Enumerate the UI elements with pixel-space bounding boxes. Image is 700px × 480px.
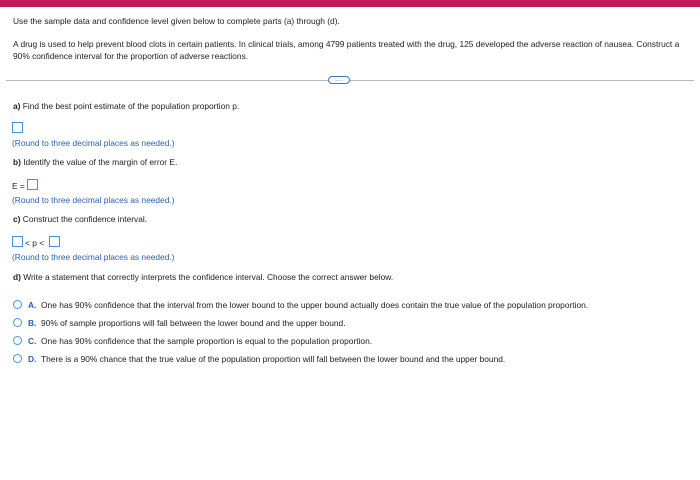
point-estimate-input[interactable]	[12, 122, 23, 133]
part-b-prompt: Identify the value of the margin of error E.	[23, 157, 178, 167]
upper-bound-input[interactable]	[49, 236, 60, 247]
option-d-radio[interactable]	[13, 354, 22, 363]
option-a-text: One has 90% confidence that the interval from the lower bound to the upper bound actually does contain the true value of the population proportion.	[41, 300, 589, 310]
option-c-text: One has 90% confidence that the sample proportion is equal to the population proportion.	[41, 336, 373, 346]
option-d-text: There is a 90% chance that the true value of the population proportion will fall between the lower bound and the upper bound.	[41, 354, 506, 364]
option-d-letter: D.	[28, 354, 37, 364]
option-a-letter: A.	[28, 300, 37, 310]
problem-statement: A drug is used to help prevent blood clots in certain patients. In clinical trials, among 4799 patients treated with the drug, 125 developed the adverse reaction of nausea. Construct a 90% confidence interval for the proportion of adverse reactions.	[13, 39, 680, 61]
part-a-question	[13, 101, 239, 111]
part-a-hint: (Round to three decimal places as needed.)	[12, 138, 175, 148]
part-d-letter: d)	[13, 272, 21, 282]
interval-inequality-label: < p <	[25, 238, 45, 248]
option-d[interactable]	[28, 354, 505, 364]
part-c-hint: (Round to three decimal places as needed.)	[12, 252, 175, 262]
option-b-letter: B.	[28, 318, 37, 328]
part-b-question	[13, 157, 177, 167]
part-c-prompt: Construct the confidence interval.	[22, 214, 148, 224]
option-b[interactable]	[28, 318, 346, 328]
part-b-letter: b)	[13, 157, 21, 167]
section-divider	[6, 80, 694, 81]
part-a-prompt: Find the best point estimate of the population proportion p.	[22, 101, 240, 111]
top-accent-bar	[0, 0, 700, 7]
margin-of-error-label: E =	[12, 181, 25, 191]
margin-of-error-input[interactable]	[27, 179, 38, 190]
option-b-radio[interactable]	[13, 318, 22, 327]
part-d-prompt: Write a statement that correctly interprets the confidence interval. Choose the correct answer below.	[23, 272, 394, 282]
part-d-question	[13, 272, 393, 282]
option-c-radio[interactable]	[13, 336, 22, 345]
part-a-letter: a)	[13, 101, 21, 111]
instructions-text: Use the sample data and confidence level given below to complete parts (a) through (d).	[13, 16, 340, 26]
expand-more-button[interactable]	[328, 76, 350, 84]
option-c[interactable]	[28, 336, 372, 346]
lower-bound-input[interactable]	[12, 236, 23, 247]
part-b-hint: (Round to three decimal places as needed.)	[12, 195, 175, 205]
ellipsis-icon: ....	[335, 76, 343, 83]
option-c-letter: C.	[28, 336, 37, 346]
option-a-radio[interactable]	[13, 300, 22, 309]
part-c-letter: c)	[13, 214, 21, 224]
part-c-question	[13, 214, 147, 224]
option-b-text: 90% of sample proportions will fall between the lower bound and the upper bound.	[41, 318, 346, 328]
option-a[interactable]	[28, 300, 588, 310]
